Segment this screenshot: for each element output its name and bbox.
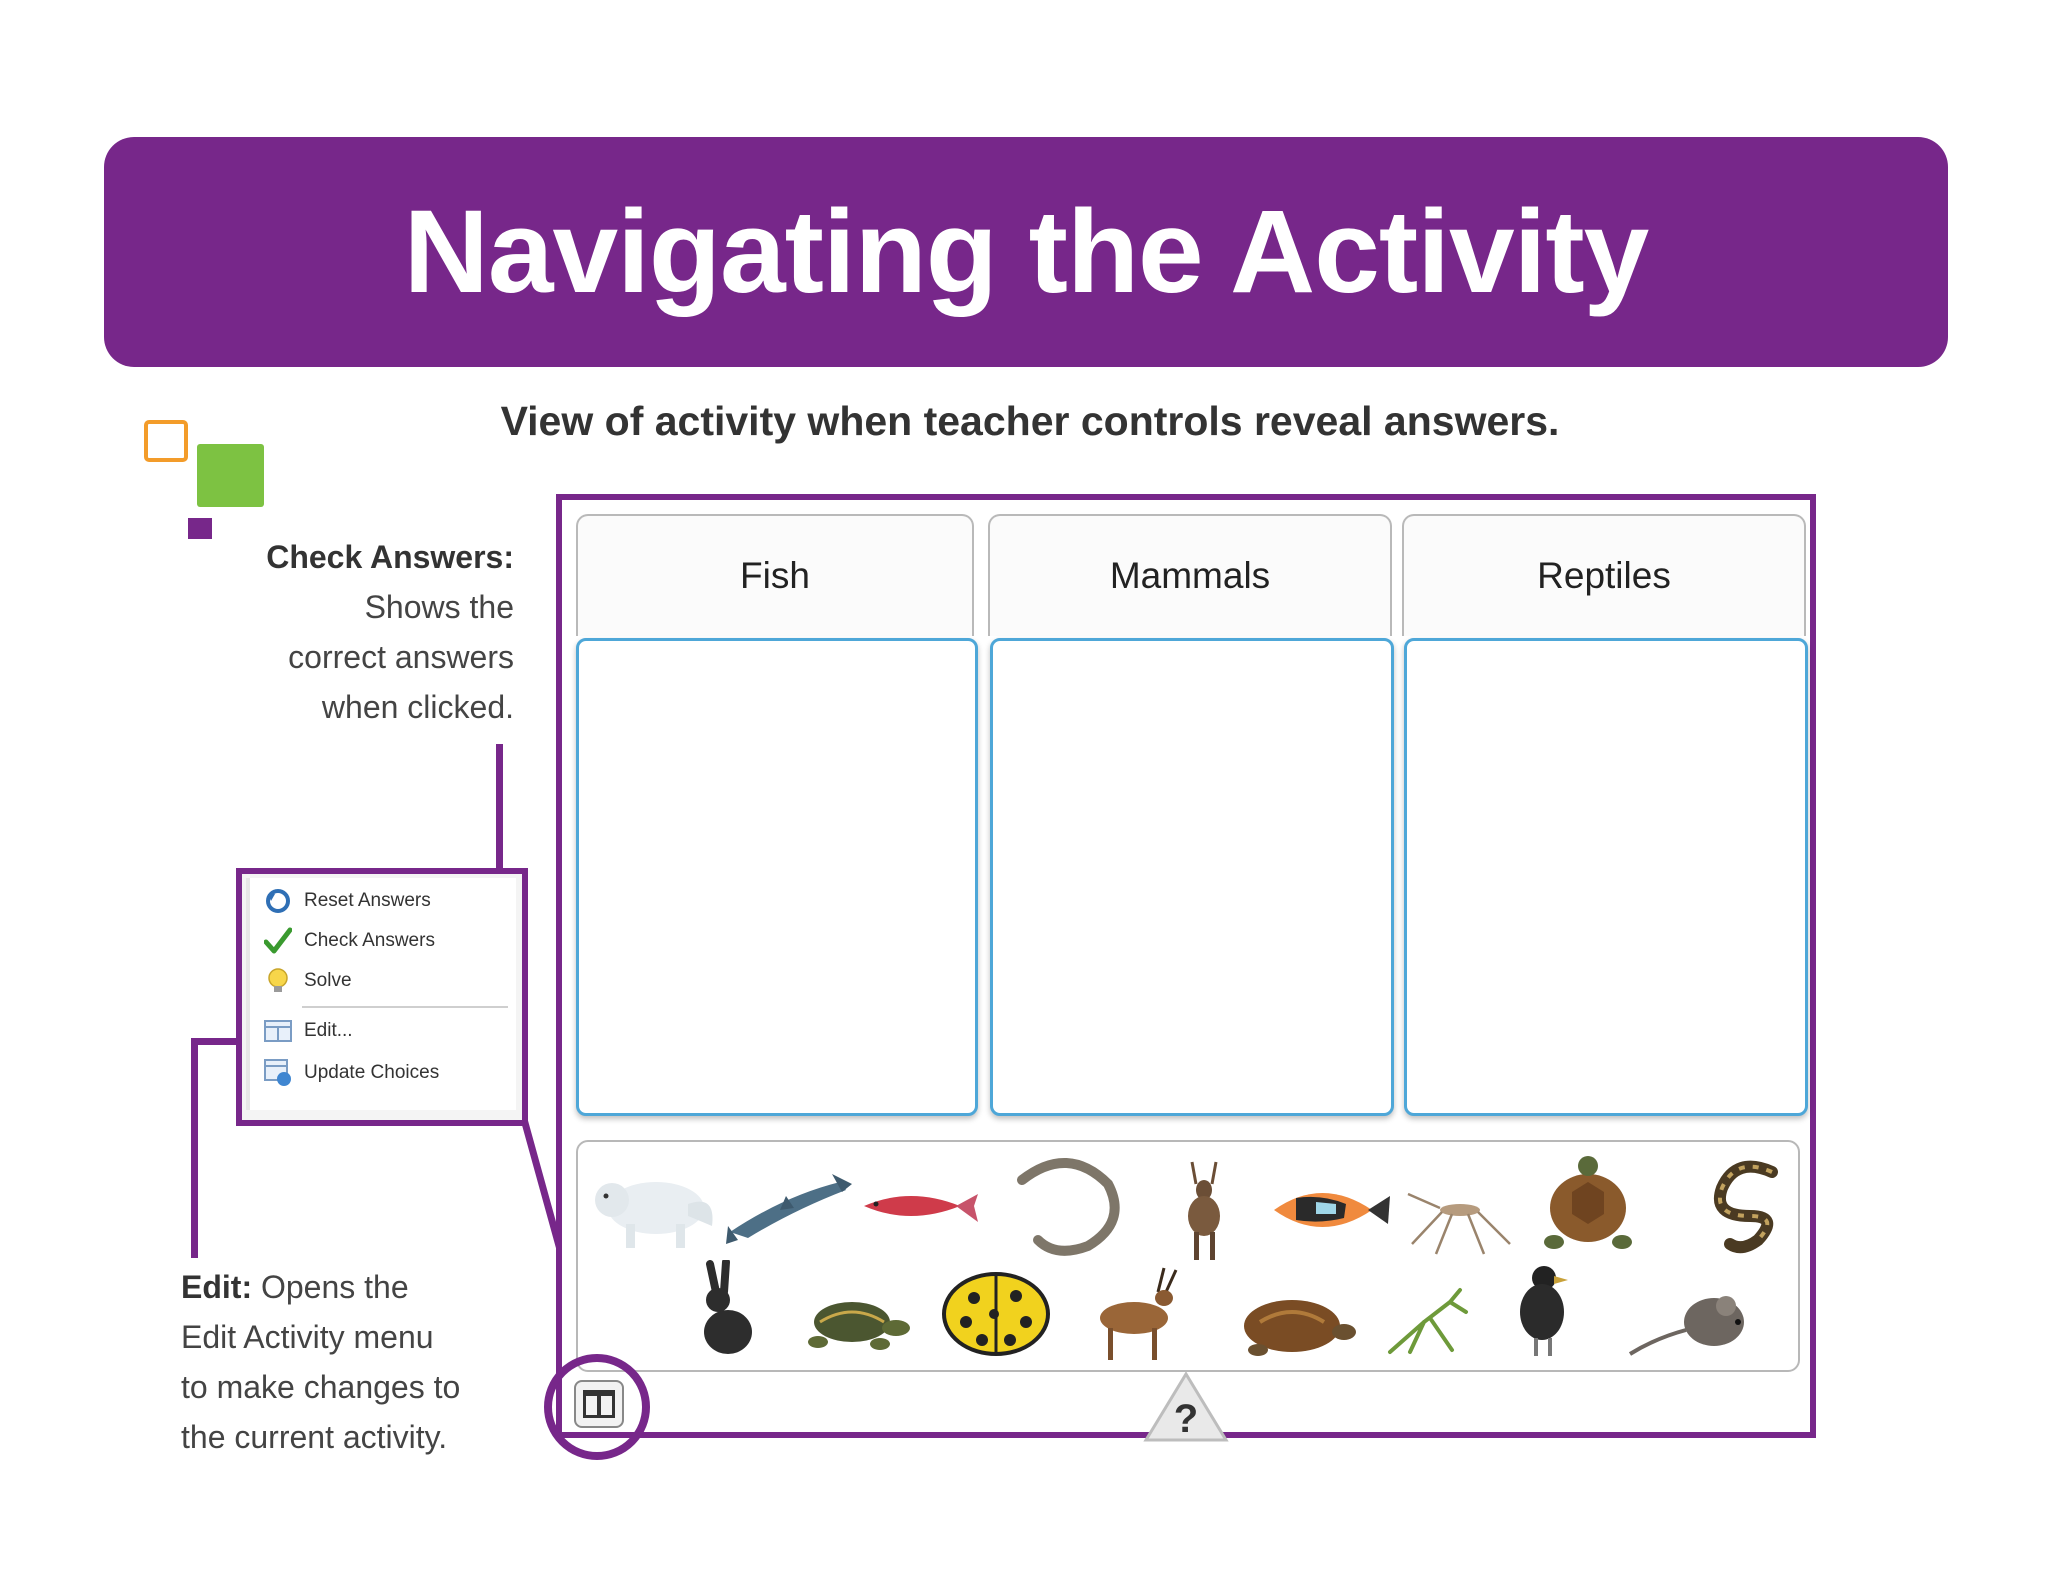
menu-item-label: Reset Answers [304, 890, 431, 911]
bird-image[interactable] [1508, 1260, 1578, 1360]
slider-turtle-image[interactable] [796, 1292, 916, 1358]
menu-item-check-answers[interactable] [264, 924, 435, 958]
help-button[interactable] [1142, 1370, 1230, 1442]
edit-connector-vertical [191, 1038, 198, 1258]
svg-text:?: ? [1173, 1397, 1199, 1441]
check-answers-note-title: Check Answers: [266, 539, 514, 575]
check-answers-note-line: Shows the [364, 589, 514, 625]
mouse-image[interactable] [1626, 1282, 1756, 1362]
drop-zone-reptiles[interactable] [1404, 638, 1808, 1116]
menu-item-reset-answers[interactable] [264, 884, 431, 918]
title-banner [104, 137, 1948, 367]
menu-item-label: Update Choices [304, 1062, 440, 1083]
check-answers-note-line: correct answers [288, 639, 514, 675]
antelope-image[interactable] [1080, 1262, 1190, 1362]
edit-note-title: Edit: [181, 1269, 253, 1305]
reset-icon [264, 887, 292, 915]
check-answers-note [170, 532, 514, 732]
choices-tray [576, 1140, 1800, 1372]
menu-item-label: Edit... [304, 1020, 353, 1041]
decor-square-orange [144, 420, 188, 462]
tortoise-image[interactable] [1540, 1152, 1636, 1256]
edit-note [181, 1262, 521, 1462]
category-header-mammals [988, 514, 1392, 636]
activity-tools-icon [576, 1382, 622, 1426]
decor-square-green [197, 444, 264, 507]
mosquito-image[interactable] [1406, 1174, 1516, 1258]
salmon-image[interactable] [860, 1182, 980, 1238]
category-header-fish [576, 514, 974, 636]
hammerhead-shark-image[interactable] [724, 1166, 854, 1246]
menu-item-update-choices[interactable] [264, 1056, 439, 1090]
lightbulb-icon [264, 967, 292, 995]
menu-item-label: Check Answers [304, 930, 435, 951]
arctic-fox-image[interactable] [588, 1156, 718, 1256]
menu-item-edit[interactable] [264, 1014, 353, 1048]
deer-image[interactable] [1170, 1154, 1240, 1264]
activity-panel [556, 494, 1816, 1438]
edit-note-line: Opens the [252, 1269, 409, 1305]
edit-icon [264, 1017, 292, 1045]
menu-item-solve[interactable] [264, 964, 352, 998]
checkmark-icon [264, 927, 292, 955]
edit-note-line: the current activity. [181, 1419, 448, 1455]
edit-activity-button[interactable] [574, 1380, 624, 1428]
teacher-menu [246, 878, 516, 1110]
drop-zone-mammals[interactable] [990, 638, 1394, 1116]
help-icon [1142, 1370, 1230, 1442]
subtitle: View of activity when teacher controls reveal answers. [500, 398, 1560, 444]
praying-mantis-image[interactable] [1380, 1282, 1470, 1362]
update-choices-icon [264, 1059, 292, 1087]
ladybug-image[interactable] [936, 1262, 1056, 1362]
snake-image[interactable] [1696, 1152, 1792, 1256]
menu-item-label: Solve [304, 970, 352, 991]
box-turtle-image[interactable] [1230, 1292, 1360, 1362]
category-label: Reptiles [1537, 555, 1671, 596]
check-answers-note-line: when clicked. [321, 689, 514, 725]
category-label: Fish [740, 555, 810, 596]
page-title: Navigating the Activity [403, 186, 1649, 318]
edit-note-line: Edit Activity menu [181, 1319, 434, 1355]
category-label: Mammals [1109, 555, 1271, 596]
category-header-reptiles [1402, 514, 1806, 636]
rabbit-image[interactable] [688, 1260, 758, 1360]
menu-separator [302, 1006, 508, 1008]
triggerfish-image[interactable] [1266, 1174, 1396, 1246]
drop-zone-fish[interactable] [576, 638, 978, 1116]
edit-note-line: to make changes to [181, 1369, 461, 1405]
eel-image[interactable] [1008, 1150, 1128, 1256]
